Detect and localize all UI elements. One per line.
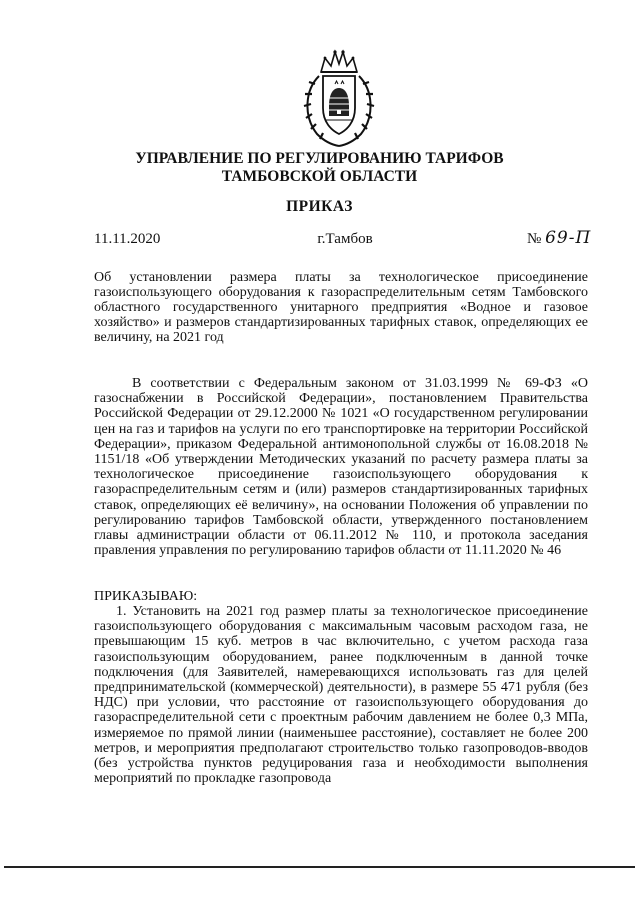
clause-1-paragraph: 1. Установить на 2021 год размер платы за технологическое присоединение газоиспользующего оборудования с максимальным часовым расходом газа, не превышающим 15 куб. метров в час включительно, с учетом расхода газа газоиспользующим оборудованием, ранее подключенным в данной точке подключения (для Заявителей, намеревающихся использовать газ для целей предпринимательской (коммерческой) деятельности), в размере 55 471 рубля (без НДС) при условии, что расстояние от газоиспользующего оборудования до газораспределительной сети с проектным рабочим давлением не более 0,3 МПа, измеряемое по прямой линии (наименьшее расстояние), составляет не более 200 метров, и мероприятия предполагают строительство только газопроводов-вводов (без устройства пунктов редуцирования газа и необходимости выполнения мероприятий по прокладке газопровода: [94, 604, 588, 787]
order-number: [527, 228, 591, 248]
preamble-paragraph: В соответствии с Федеральным законом от 31.03.1999 № 69-ФЗ «О газоснабжении в Российской Федерации», постановлением Правительства Российской Федерации от 29.12.2000 № 1021 «О государственном регулировании цен на газ и тарифов на услуги по его транспортировке на территории Российской Федерации», приказом Федеральной антимонопольной службы от 16.08.2018 № 1151/18 «Об утверждении Методических указаний по расчету размера платы за технологическое присоединение газоиспользующего оборудования к газораспределительным сетям и (или) размеров стандартизированных тарифных ставок, определяющих её величину», на основании Положения об управлении по регулированию тарифов Тамбовской области, утвержденного постановлением главы администрации области от 06.11.2012 № 110, и протокола заседания правления управления по регулированию тарифов области от 11.11.2020 № 46: [94, 376, 588, 559]
order-city: г.Тамбов: [317, 231, 373, 247]
order-directive: ПРИКАЗЫВАЮ:: [94, 589, 198, 604]
page-bottom-rule: [4, 866, 635, 868]
order-subject: Об установлении размера платы за технологическое присоединение газоиспользующего оборудования к газораспределительным сетям Тамбовского областного государственного унитарного предприятия «Водное и газовое хозяйство» и размеров стандартизированных тарифных ставок, определяющих ее величину, на 2021 год: [94, 270, 588, 345]
order-title: ПРИКАЗ: [286, 198, 353, 215]
agency-name-line1: УПРАВЛЕНИЕ ПО РЕГУЛИРОВАНИЮ ТАРИФОВ: [135, 150, 504, 167]
coat-of-arms-emblem: [297, 46, 381, 150]
number-sign: №: [527, 231, 542, 247]
handwritten-order-number: 69-П: [545, 228, 592, 248]
agency-name-line2: ТАМБОВСКОЙ ОБЛАСТИ: [221, 168, 418, 185]
order-date: 11.11.2020: [94, 231, 161, 247]
